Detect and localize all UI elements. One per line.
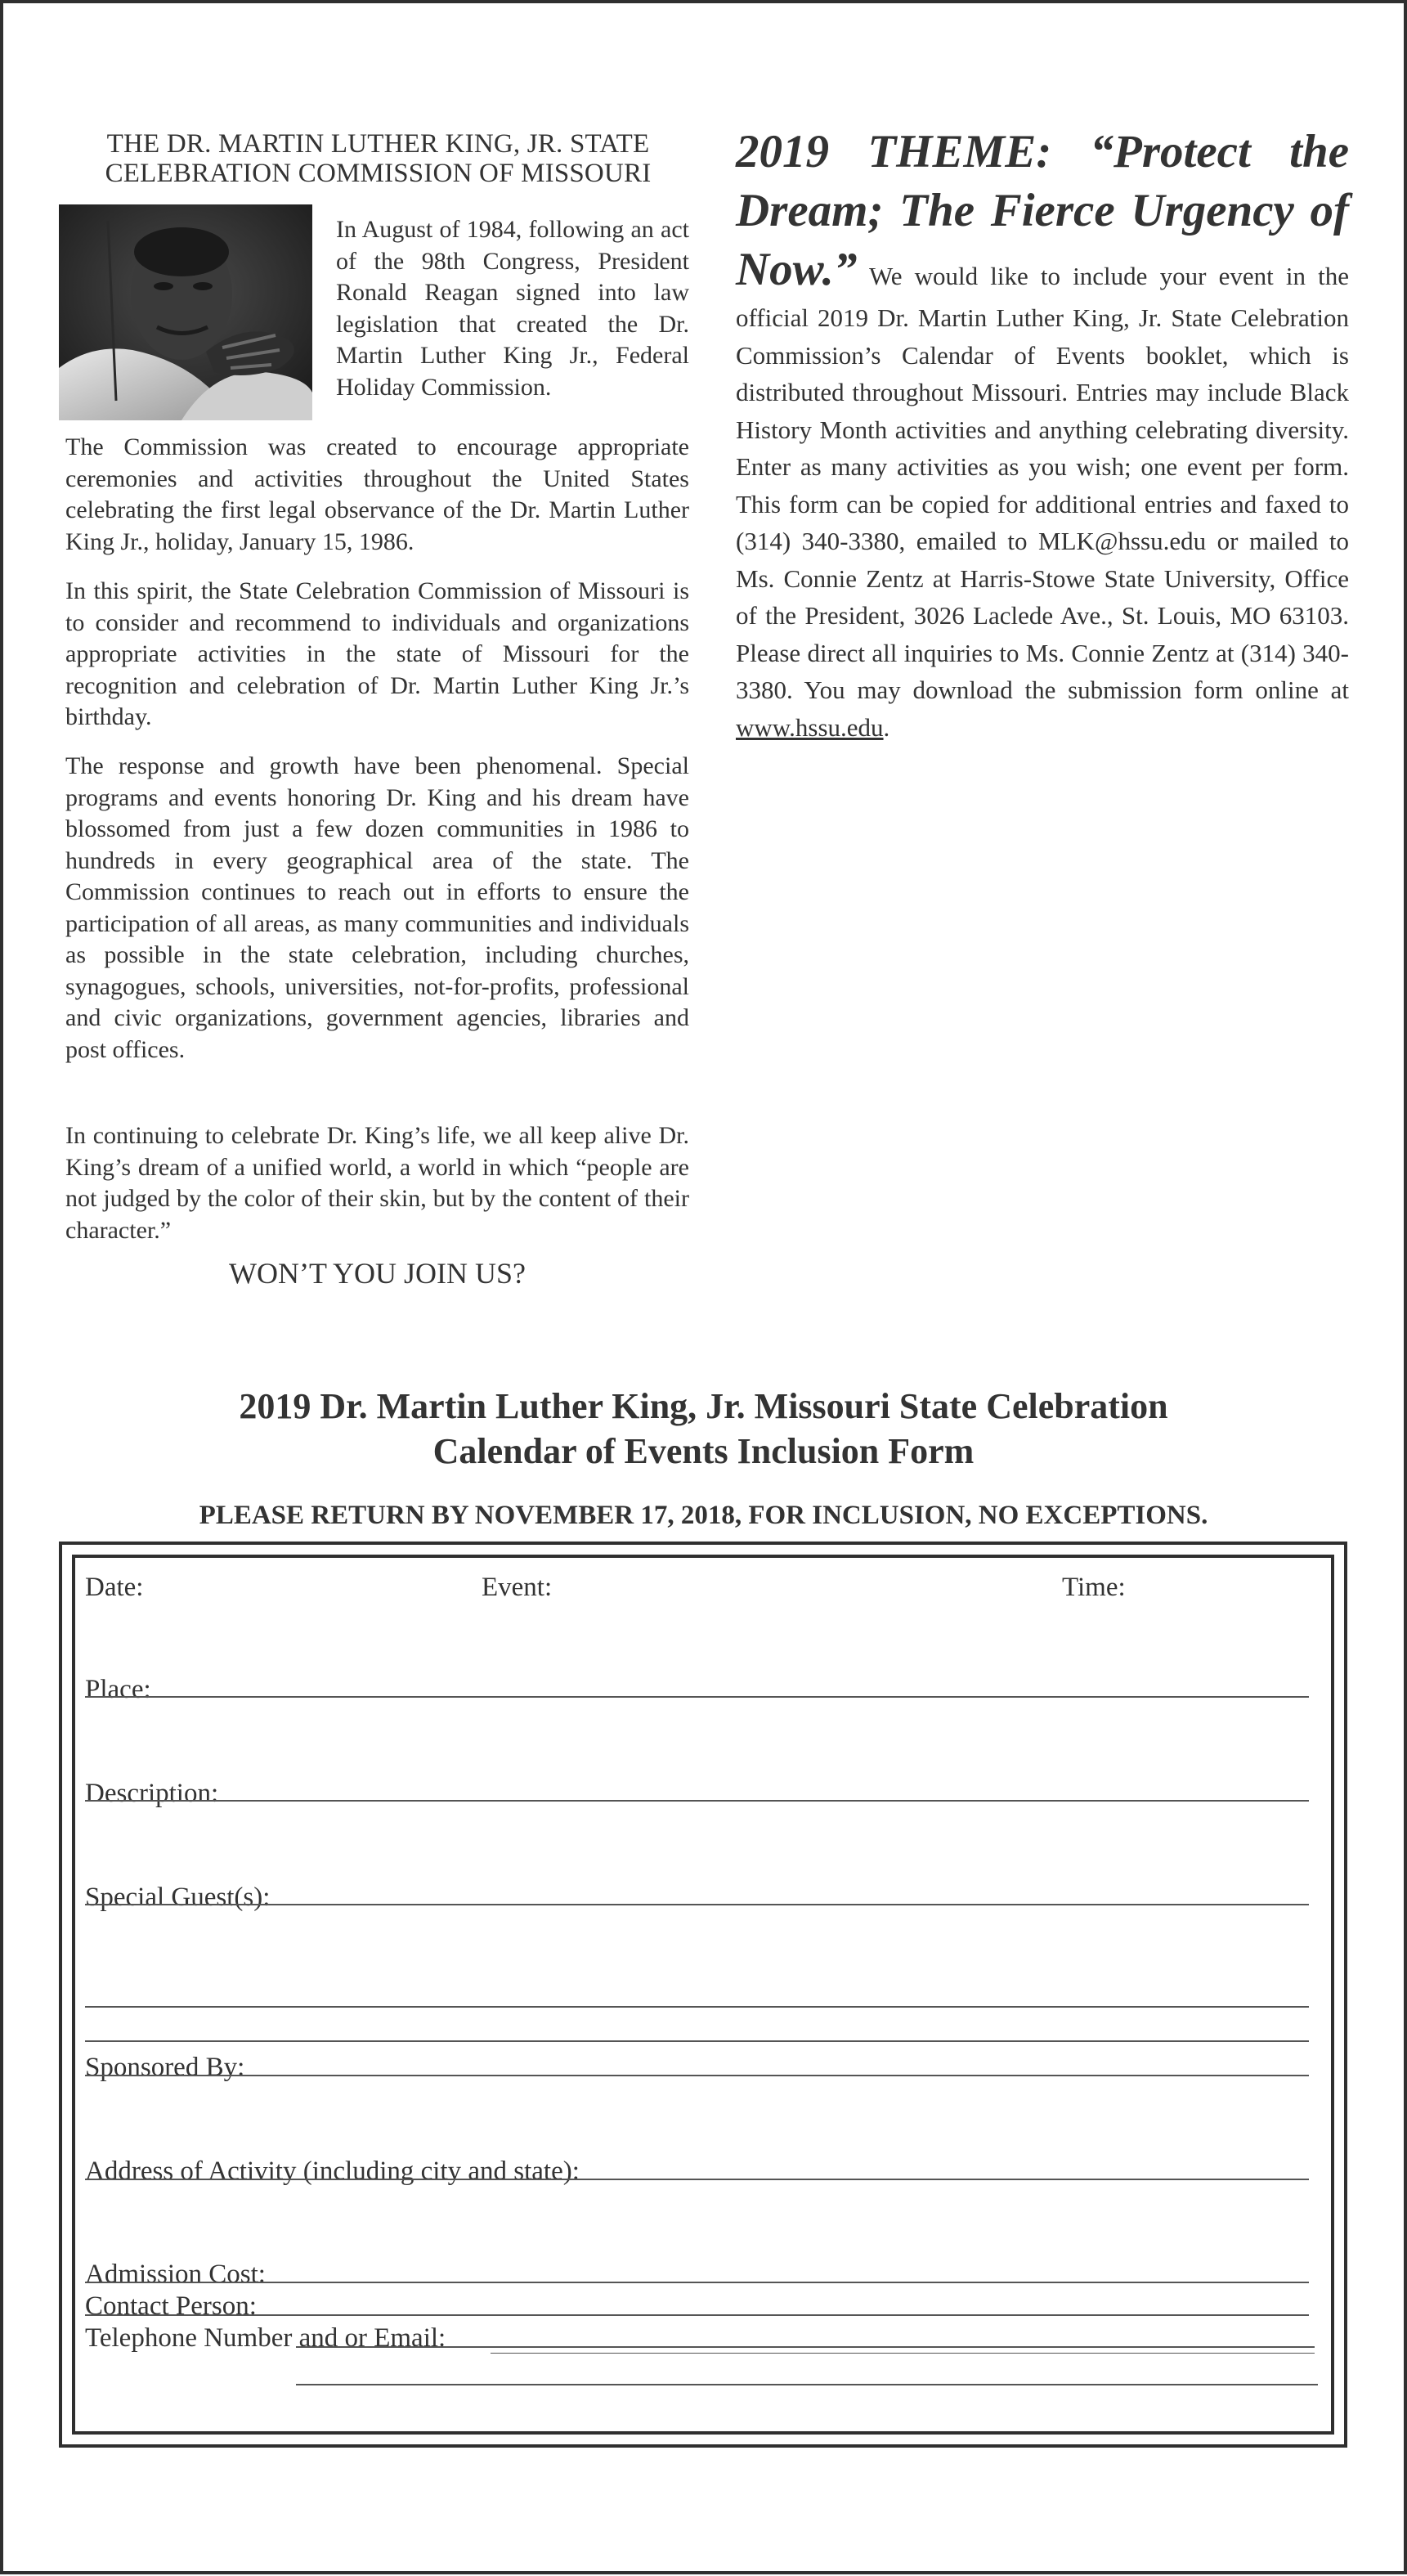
intro-paragraph-wrap: In August of 1984, following an act of the 98th Congress, President Ronald Reagan signed into law legislation that created the Dr. Martin Luther King Jr., Federal Holiday Commission. [336,216,689,401]
blank-line-2[interactable] [85,2040,1309,2042]
hssu-link[interactable]: www.hssu.edu [736,712,884,742]
address-line[interactable] [85,2179,1309,2180]
spirit-paragraph: In this spirit, the State Celebration Commission of Missouri is to consider and recommend to individuals and organizations appropriate activities in the state of Missouri for the recognition and celebration of Dr. Martin Luther King Jr.’s birthday. [65,577,689,730]
telephone-email-line[interactable] [296,2346,1315,2348]
place-line[interactable] [85,1696,1309,1698]
description-line[interactable] [85,1800,1309,1802]
invitation-end: . [883,712,890,742]
dream-paragraph: In continuing to celebrate Dr. King’s life, we all keep alive Dr. King’s dream of a unified world, a world in which “people are not judged by the color of their skin, but by the content of their character.” [65,1122,689,1244]
blank-line-1[interactable] [85,2006,1309,2008]
theme-title-line1: 2019 THEME: “Protect the [736,126,1349,177]
telephone-email-line-double [491,2353,1315,2354]
event-label: Event: [482,1573,553,1602]
invitation-paragraph [736,240,1349,746]
form-title-line2: Calendar of Events Inclusion Form [432,1431,975,1471]
admission-cost-line[interactable] [85,2282,1309,2283]
invitation-text: We would like to include your event in the official 2019 Dr. Martin Luther King, Jr. State Celebration Commission’s Calendar of Events booklet, which is distributed throughout Missouri. Entries may include Black History Month activities and anything celebrating diversity. Enter as many activities as you wish; one event per form. This form can be copied for additional entries and faxed to (314) 340-3380, emailed to MLK@hssu.edu or mailed to Ms. Connie Zentz at Harris-Stowe State University, Office of the President, 3026 Laclede Ave., St. Louis, MO 63103. Please direct all inquiries to Ms. Connie Zentz at (314) 340-3380. You may download the submission form online at [736,262,1349,704]
intro-paragraph-rest: The Commission was created to encourage appropriate ceremonies and activities throughout the United States celebrating the first legal observance of the Dr. Martin Luther King Jr., holiday, January 15, 1986. [65,433,689,555]
contact-person-label: Contact Person: [85,2291,257,2321]
sponsored-by-label: Sponsored By: [85,2053,245,2082]
time-label: Time: [1062,1573,1126,1602]
theme-section [736,123,1349,746]
portrait-photo [59,204,312,420]
place-label: Place: [85,1675,151,1704]
contact-person-line[interactable] [85,2314,1309,2316]
form-inner-border [72,1555,1334,2435]
form-title [0,1384,1407,1474]
theme-title-line2: Dream; The Fierce Urgency of [736,185,1349,236]
telephone-email-label: Telephone Number and or Email: [85,2323,446,2353]
theme-title-line3: Now.” [736,244,858,295]
sponsored-by-line[interactable] [85,2075,1309,2076]
return-notice: PLEASE RETURN BY NOVEMBER 17, 2018, FOR INCLUSION, NO EXCEPTIONS. [199,1501,1208,1530]
commission-heading-line1: THE DR. MARTIN LUTHER KING, JR. STATE [106,129,650,159]
portrait-illustration [59,204,312,420]
date-label: Date: [85,1573,144,1602]
join-us-text: WON’T YOU JOIN US? [229,1257,526,1290]
description-label: Description: [85,1779,219,1808]
admission-cost-label: Admission Cost: [85,2260,266,2289]
special-guests-label: Special Guest(s): [85,1883,271,1912]
address-label: Address of Activity (including city and state): [85,2156,580,2186]
telephone-email-line-2[interactable] [296,2384,1318,2385]
form-title-line1: 2019 Dr. Martin Luther King, Jr. Missouri State Celebration [239,1386,1168,1426]
commission-heading-line2: CELEBRATION COMMISSION OF MISSOURI [105,159,652,188]
growth-paragraph: The response and growth have been phenomenal. Special programs and events honoring Dr. King and his dream have blossomed from just a few dozen communities in 1986 to hundreds in every geographical area of the state. The Commission continues to reach out in efforts to ensure the participation of all areas, as many communities and individuals as possible in the state celebration, including churches, synagogues, schools, universities, not-for-profits, professional and civic organizations, government agencies, libraries and post offices. [65,752,689,1063]
commission-heading [65,129,691,188]
special-guests-line[interactable] [85,1904,1309,1905]
